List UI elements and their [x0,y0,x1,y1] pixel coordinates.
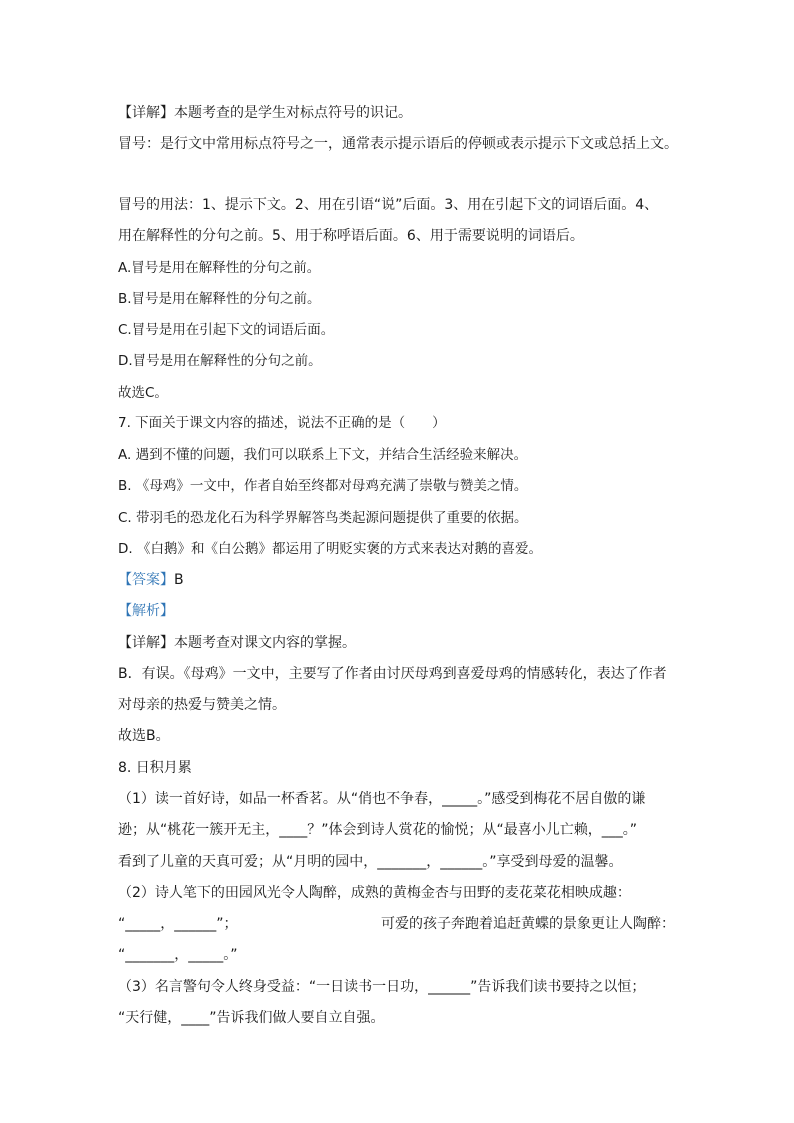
question-8-part-1-line-3: 看到了儿童的天真可爱；从“月明的园中，_______，______。”享受到母爱的温馨。 [118,854,623,870]
question-8-part-2-line-1: （2）诗人笔下的田园风光令人陶醉，成熟的黄梅金杏与田野的麦花菜花相映成趣： [118,885,631,901]
question-8-part-2-blank-b: “_______，_____。” [118,947,238,963]
answer-line [118,571,184,589]
question-8-part-3-line-1: （3）名言警句令人终身受益：“一日读书一日功，______”告诉我们读书要持之以恒； [118,979,646,995]
conclusion-b: 故选B。 [118,728,170,744]
question-7-option-b: B. 《母鸡》一文中，作者自始至终都对母鸡充满了崇敬与赞美之情。 [118,478,528,494]
colon-usage-line-1: 冒号的用法：1、提示下文。2、用在引语“说”后面。3、用在引起下文的词语后面。4、 [118,197,659,213]
answer-label: 【答案】 [118,572,174,588]
question-8-part-1-line-1: （1）读一首好诗，如品一杯香茗。从“俏也不争春，_____。”感受到梅花不居自傲的谦 [118,791,646,807]
question-7: 7. 下面关于课文内容的描述，说法不正确的是（ ） [118,415,446,431]
option-b-explanation: B.冒号是用在解释性的分句之前。 [118,291,321,307]
question-8-part-2-blank-a: “_____，______”； [118,916,238,932]
conclusion-c: 故选C。 [118,385,168,401]
analysis-label: 【解析】 [118,603,174,619]
detail-line-2: 【详解】本题考查对课文内容的掌握。 [118,635,356,651]
question-8: 8. 日积月累 [118,760,192,776]
option-a-explanation: A.冒号是用在解释性的分句之前。 [118,260,321,276]
question-8-part-1-line-2: 逊；从“桃花一簇开无主，____？”体会到诗人赏花的愉悦；从“最喜小儿亡赖，___。” [118,822,638,838]
question-8-part-3-line-2: “天行健，____”告诉我们做人要自立自强。 [118,1010,385,1026]
question-7-option-d: D. 《白鹅》和《白公鹅》都运用了明贬实褒的方式来表达对鹅的喜爱。 [118,541,542,557]
colon-definition: 冒号：是行文中常用标点符号之一，通常表示提示语后的停顿或表示提示下文或总括上文。 [118,136,678,152]
detail-line-1: 【详解】本题考查的是学生对标点符号的识记。 [118,105,412,121]
question-7-option-c: C. 带羽毛的恐龙化石为科学界解答鸟类起源问题提供了重要的依据。 [118,510,528,526]
question-8-part-2-line-2: 可爱的孩子奔跑着追赶黄蝶的景象更让人陶醉： [381,916,675,932]
colon-usage-line-2: 用在解释性的分句之前。5、用于称呼语后面。6、用于需要说明的词语后。 [118,228,584,244]
answer-value: B [174,572,184,588]
option-d-explanation: D.冒号是用在解释性的分句之前。 [118,353,322,369]
question-7-option-a: A. 遇到不懂的问题，我们可以联系上下文，并结合生活经验来解决。 [118,447,528,463]
option-c-explanation: C.冒号是用在引起下文的词语后面。 [118,322,335,338]
explanation-b-line-1: B．有误。《母鸡》一文中，主要写了作者由讨厌母鸡到喜爱母鸡的情感转化，表达了作者 [118,666,667,682]
explanation-b-line-2: 对母亲的热爱与赞美之情。 [118,697,286,713]
